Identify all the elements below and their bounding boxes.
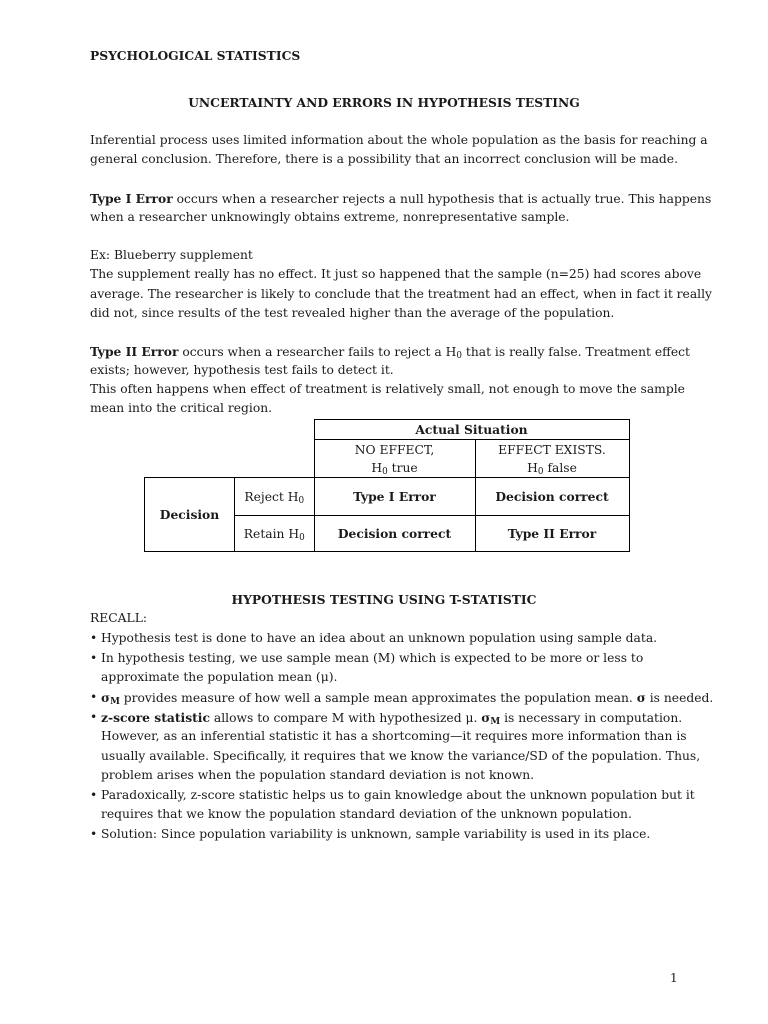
bullet-4-line-4: problem arises when the population standard deviation is not known. [101,768,535,782]
bullet-5-line-1: Paradoxically, z-score statistic helps us to gain knowledge about the unknown population but it [101,788,695,802]
row-label-retain: Retain $H_0$ [235,516,315,552]
section-title-errors: UNCERTAINTY AND ERRORS IN HYPOTHESIS TESTING [188,95,580,110]
decision-table [144,419,630,552]
decision-label: Decision [145,478,235,552]
bullet-4-line-2: However, as an inferential statistic it has a shortcoming—it requires more information than is [101,729,687,743]
bullet-1: Hypothesis test is done to have an idea about an unknown population using sample data. [101,631,658,645]
bullet-marker: • [90,631,98,645]
example-line-1: The supplement really has no effect. It just so happened that the sample (n=25) had scores above [90,267,702,281]
type1-paragraph-line-2: when a researcher unknowingly obtains extreme, nonrepresentative sample. [90,210,570,224]
table-blank-cell [235,440,315,478]
bullet-marker: • [90,651,98,665]
bullet-3: $\sigma_M$ provides measure of how well a sample mean approximates the population mean. σ is needed. [101,690,714,708]
bullet-2-line-1: In hypothesis testing, we use sample mean (M) which is expected to be more or less to [101,651,644,665]
recall-label: RECALL: [90,611,147,625]
type2-term: Type II Error [90,344,179,359]
bullet-5-line-2: requires that we know the population standard deviation of the unknown population. [101,807,632,821]
type2-paragraph-line-3: This often happens when effect of treatment is relatively small, not enough to move the sample [90,382,685,396]
page-number: 1 [670,971,678,985]
example-line-3: did not, since results of the test revealed higher than the average of the population. [90,306,615,320]
example-title: Ex: Blueberry supplement [90,248,253,262]
table-blank-cell [145,420,235,440]
document-header: PSYCHOLOGICAL STATISTICS [90,48,301,63]
intro-line-2: general conclusion. Therefore, there is a possibility that an incorrect conclusion will be made. [90,152,678,166]
type2-paragraph-line-1: Type II Error occurs when a researcher fails to reject a $H_0$ that is really false. Treatment effect [90,344,690,362]
bullet-4-line-1: z-score statistic allows to compare M with hypothesized μ. $\sigma_M$ is necessary in computation. [101,710,683,728]
type1-term: Type I Error [90,191,173,206]
type1-paragraph-line-1: Type I Error occurs when a researcher rejects a null hypothesis that is actually true. This happens [90,191,712,206]
section-title-t-statistic: HYPOTHESIS TESTING USING T-STATISTIC [231,592,537,607]
cell-reject-no-effect: Type I Error [314,478,475,516]
bullet-4-line-3: usually available. Specifically, it requires that we know the variance/SD of the population. Thus, [101,749,701,763]
col-header-effect-exists: EFFECT EXISTS. $H_0$ false [475,440,629,478]
bullet-marker: • [90,827,98,841]
example-line-2: average. The researcher is likely to conclude that the treatment had an effect, when in fact it really [90,287,712,301]
row-label-reject: Reject $H_0$ [235,478,315,516]
type2-paragraph-line-2: exists; however, hypothesis test fails to detect it. [90,363,394,377]
table-blank-cell [145,440,235,478]
cell-retain-effect: Type II Error [475,516,629,552]
bullet-marker: • [90,690,98,704]
table-blank-cell [235,420,315,440]
bullet-6: Solution: Since population variability is unknown, sample variability is used in its place. [101,827,651,841]
cell-reject-effect: Decision correct [475,478,629,516]
cell-retain-no-effect: Decision correct [314,516,475,552]
col-header-no-effect: NO EFFECT, $H_0$ true [314,440,475,478]
intro-line-1: Inferential process uses limited information about the whole population as the basis for reaching a [90,133,708,147]
bullet-2-line-2: approximate the population mean (μ). [101,670,338,684]
bullet-marker: • [90,710,98,724]
actual-situation-header: Actual Situation [314,420,629,440]
bullet-marker: • [90,788,98,802]
type2-paragraph-line-4: mean into the critical region. [90,401,273,415]
